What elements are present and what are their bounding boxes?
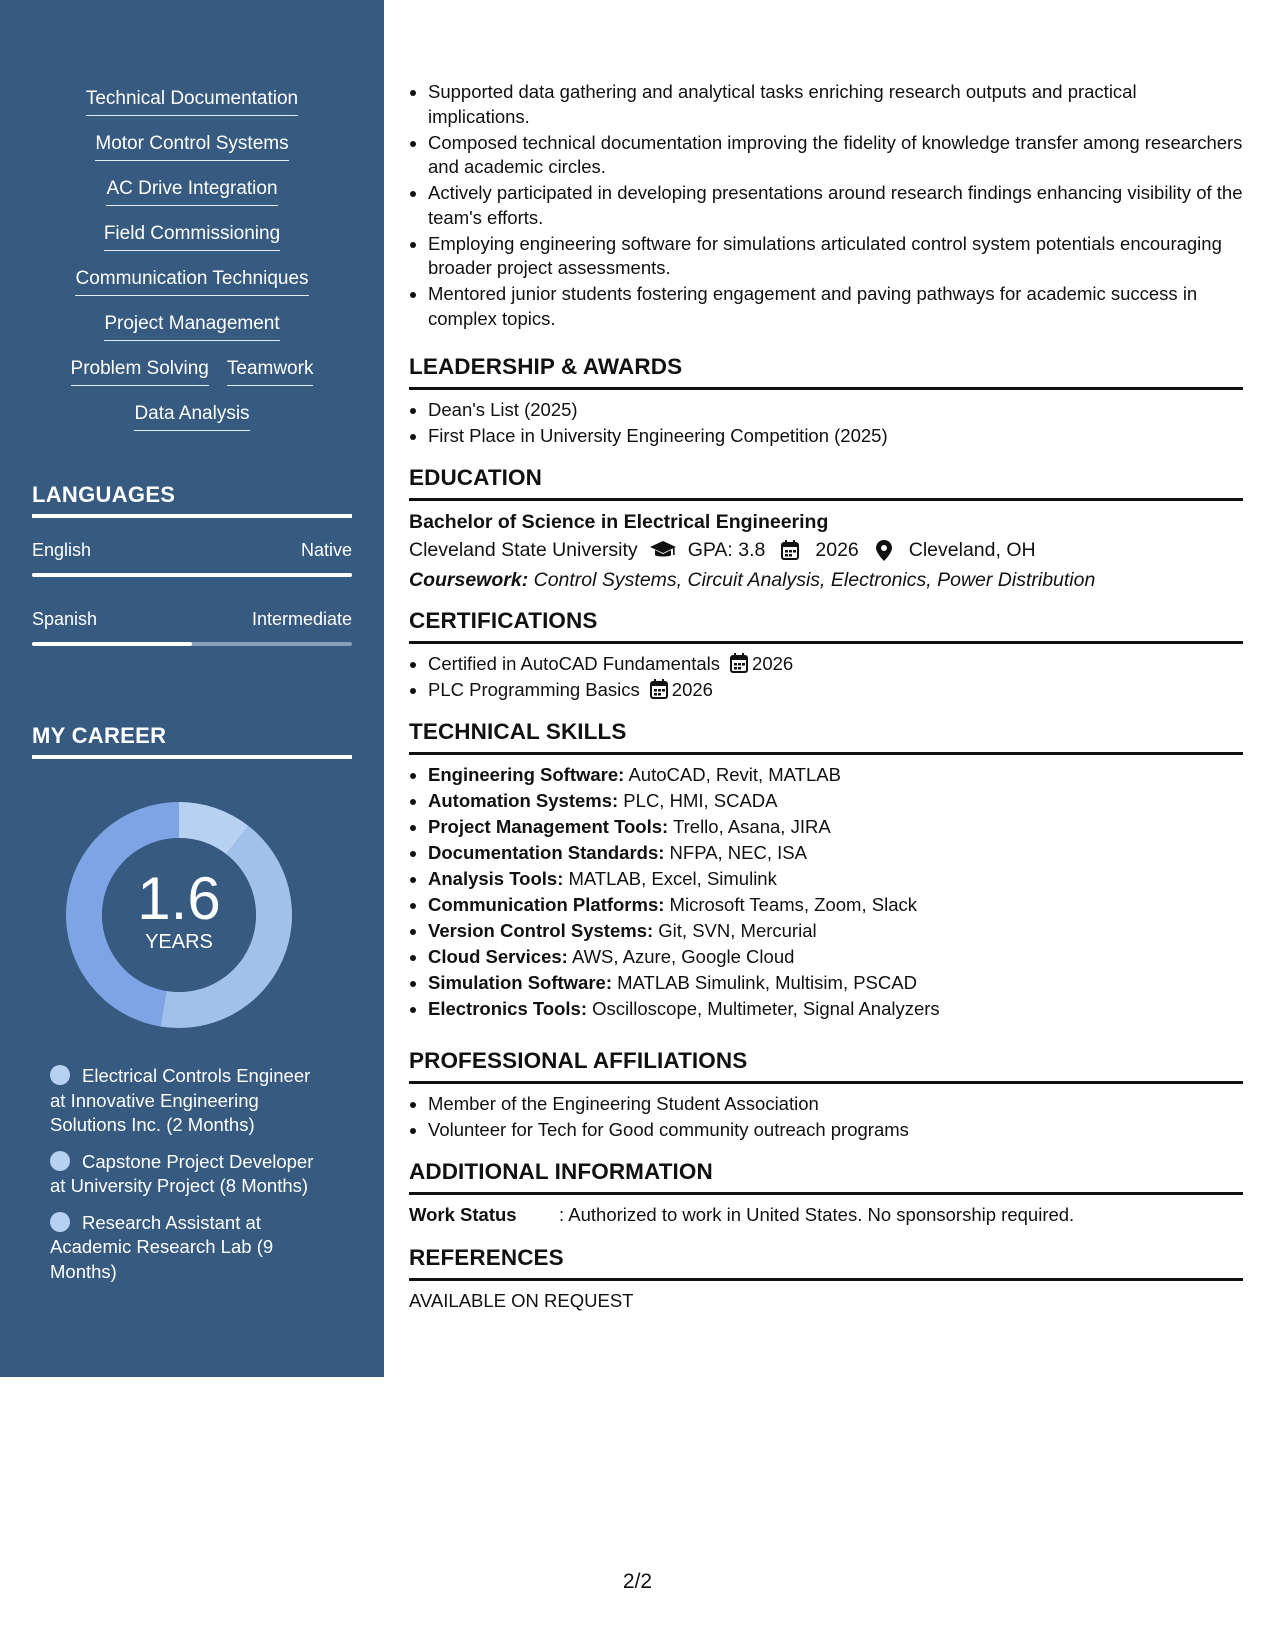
section-heading: REFERENCES [409, 1243, 1243, 1281]
technical-skill-item [428, 763, 1243, 788]
skill-values: Microsoft Teams, Zoom, Slack [664, 894, 917, 915]
section-heading: LEADERSHIP & AWARDS [409, 352, 1243, 390]
education-section [409, 463, 1243, 595]
degree: Bachelor of Science in Electrical Engineering [409, 511, 829, 533]
skill-row [95, 131, 288, 176]
languages-heading: LANGUAGES [32, 482, 352, 518]
skill-tag: Project Management [104, 311, 279, 341]
language-level: Intermediate [251, 609, 352, 629]
section-heading: TECHNICAL SKILLS [409, 717, 1243, 755]
skill-tag: Motor Control Systems [95, 131, 288, 161]
career-unit: YEARS [145, 931, 213, 953]
list-item: • Volunteer for Tech for Good community outreach programs [428, 1118, 1243, 1143]
skill-row [104, 311, 279, 356]
language-proficiency-fill [32, 642, 192, 646]
certifications-section [409, 606, 1243, 704]
skill-category: Version Control Systems: [428, 920, 654, 941]
skill-values: Trello, Asana, JIRA [668, 816, 831, 837]
section-heading: EDUCATION [409, 463, 1243, 501]
technical-skill-item [428, 841, 1243, 866]
list-item: • First Place in University Engineering Competition (2025) [428, 424, 1243, 449]
technical-skill-item [428, 971, 1243, 996]
technical-skill-item [428, 815, 1243, 840]
work-status [409, 1203, 1243, 1227]
technical-skills-list [409, 763, 1243, 1022]
skill-category: Engineering Software: [428, 764, 625, 785]
skill-tag: Technical Documentation [86, 86, 298, 116]
certification-item [428, 652, 1243, 677]
experience-bullet: • Mentored junior students fostering engagement and paving pathways for academic success in complex topics. [428, 282, 1243, 331]
certification-name: PLC Programming Basics [428, 679, 640, 700]
sidebar [0, 0, 384, 1377]
experience-bullet: • Employing engineering software for simulations articulated control system potentials encouraging broader project assessments. [428, 232, 1243, 281]
skill-category: Electronics Tools: [428, 998, 587, 1019]
section-heading: CERTIFICATIONS [409, 606, 1243, 644]
technical-skill-item [428, 867, 1243, 892]
career-bullet-dot [50, 1065, 70, 1085]
technical-skill-item [428, 789, 1243, 814]
career-text: Capstone Project Developer at University Project (8 Months) [50, 1150, 314, 1196]
skill-row [86, 86, 298, 131]
calendar-icon [650, 679, 670, 699]
leadership-section [409, 352, 1243, 450]
skill-category: Cloud Services: [428, 946, 568, 967]
career-bullet-dot [50, 1151, 70, 1171]
location: Cleveland, OH [908, 539, 1036, 561]
skill-row [71, 356, 314, 401]
career-heading: MY CAREER [32, 723, 352, 759]
career-donut-chart [66, 802, 292, 1028]
skill-values: Oscilloscope, Multimeter, Signal Analyzers [587, 998, 940, 1019]
skill-values: NFPA, NEC, ISA [664, 842, 807, 863]
skills-list [0, 0, 384, 446]
skill-category: Simulation Software: [428, 972, 612, 993]
coursework-list: Control Systems, Circuit Analysis, Electronics, Power Distribution [528, 569, 1096, 591]
career-text: Electrical Controls Engineer at Innovative Engineering Solutions Inc. (2 Months) [50, 1065, 311, 1135]
experience-bullet: • Actively participated in developing presentations around research findings enhancing visibility of the team's efforts. [428, 181, 1243, 230]
language-name: English [32, 540, 92, 560]
affiliations-section [409, 1046, 1243, 1144]
language-english [32, 540, 352, 577]
career-item [50, 1064, 330, 1138]
career-item [50, 1211, 330, 1285]
skill-category: Communication Platforms: [428, 894, 665, 915]
certification-item [428, 678, 1243, 703]
leadership-list [409, 398, 1243, 449]
skill-values: PLC, HMI, SCADA [618, 790, 778, 811]
skill-values: AutoCAD, Revit, MATLAB [624, 764, 841, 785]
skill-values: MATLAB, Excel, Simulink [563, 868, 777, 889]
language-proficiency-fill [32, 573, 352, 577]
career-text: Research Assistant at Academic Research Lab (9 Months) [50, 1211, 274, 1282]
references-section [409, 1243, 1243, 1313]
language-proficiency-bar [32, 573, 352, 577]
skill-tag: Communication Techniques [75, 266, 308, 296]
skill-values: MATLAB Simulink, Multisim, PSCAD [612, 972, 917, 993]
list-item: • Member of the Engineering Student Association [428, 1092, 1243, 1117]
skill-category: Automation Systems: [428, 790, 619, 811]
skill-row [75, 266, 308, 311]
skill-values: Git, SVN, Mercurial [653, 920, 817, 941]
skill-row [134, 401, 249, 446]
section-heading: ADDITIONAL INFORMATION [409, 1157, 1243, 1195]
skill-row [106, 176, 277, 221]
certification-year: 2026 [671, 679, 713, 700]
experience-bullet: • Composed technical documentation improving the fidelity of knowledge transfer among researchers and academic circles. [428, 131, 1243, 180]
skill-tag: Problem Solving [71, 356, 209, 386]
language-proficiency-bar [32, 642, 352, 646]
list-item: • Dean's List (2025) [428, 398, 1243, 423]
education-details [409, 535, 1243, 565]
skill-category: Documentation Standards: [428, 842, 665, 863]
skill-tag: Field Commissioning [104, 221, 280, 251]
language-level: Native [300, 540, 352, 560]
skill-tag: Teamwork [227, 356, 314, 386]
skill-values: AWS, Azure, Google Cloud [567, 946, 795, 967]
skill-tag: Data Analysis [134, 401, 249, 431]
section-heading: PROFESSIONAL AFFILIATIONS [409, 1046, 1243, 1084]
career-list [50, 1064, 330, 1296]
page-number: 2/2 [622, 1570, 653, 1593]
language-name: Spanish [32, 609, 98, 629]
graduation-year: 2026 [815, 539, 859, 561]
calendar-icon [730, 653, 750, 673]
career-total-years: 1.6 [137, 865, 221, 932]
skill-category: Project Management Tools: [428, 816, 669, 837]
technical-skill-item [428, 919, 1243, 944]
affiliations-list [409, 1092, 1243, 1143]
experience-section [409, 80, 1243, 333]
school: Cleveland State University [409, 539, 638, 561]
coursework-label: Coursework: [409, 569, 529, 591]
skill-category: Analysis Tools: [428, 868, 564, 889]
gpa: GPA: 3.8 [687, 539, 766, 561]
graduation-cap-icon [650, 539, 676, 561]
technical-skill-item [428, 945, 1243, 970]
location-pin-icon [871, 539, 897, 561]
language-spanish [32, 609, 352, 646]
certifications-list [409, 652, 1243, 703]
career-bullet-dot [50, 1212, 70, 1232]
technical-skill-item [428, 997, 1243, 1022]
certification-year: 2026 [752, 653, 794, 674]
experience-bullets [409, 80, 1243, 331]
experience-bullet: • Supported data gathering and analytical tasks enriching research outputs and practical implications. [428, 80, 1243, 129]
certification-name: Certified in AutoCAD Fundamentals [428, 653, 721, 674]
skill-row [104, 221, 280, 266]
additional-info-section [409, 1157, 1243, 1227]
work-status-value: : Authorized to work in United States. No sponsorship required. [559, 1204, 1075, 1225]
technical-skill-item [428, 893, 1243, 918]
references-text: AVAILABLE ON REQUEST [409, 1290, 634, 1311]
work-status-label: Work Status [409, 1204, 517, 1225]
career-item [50, 1150, 330, 1199]
technical-skills-section [409, 717, 1243, 1023]
coursework [409, 565, 1243, 595]
skill-tag: AC Drive Integration [106, 176, 277, 206]
calendar-icon [777, 539, 803, 561]
